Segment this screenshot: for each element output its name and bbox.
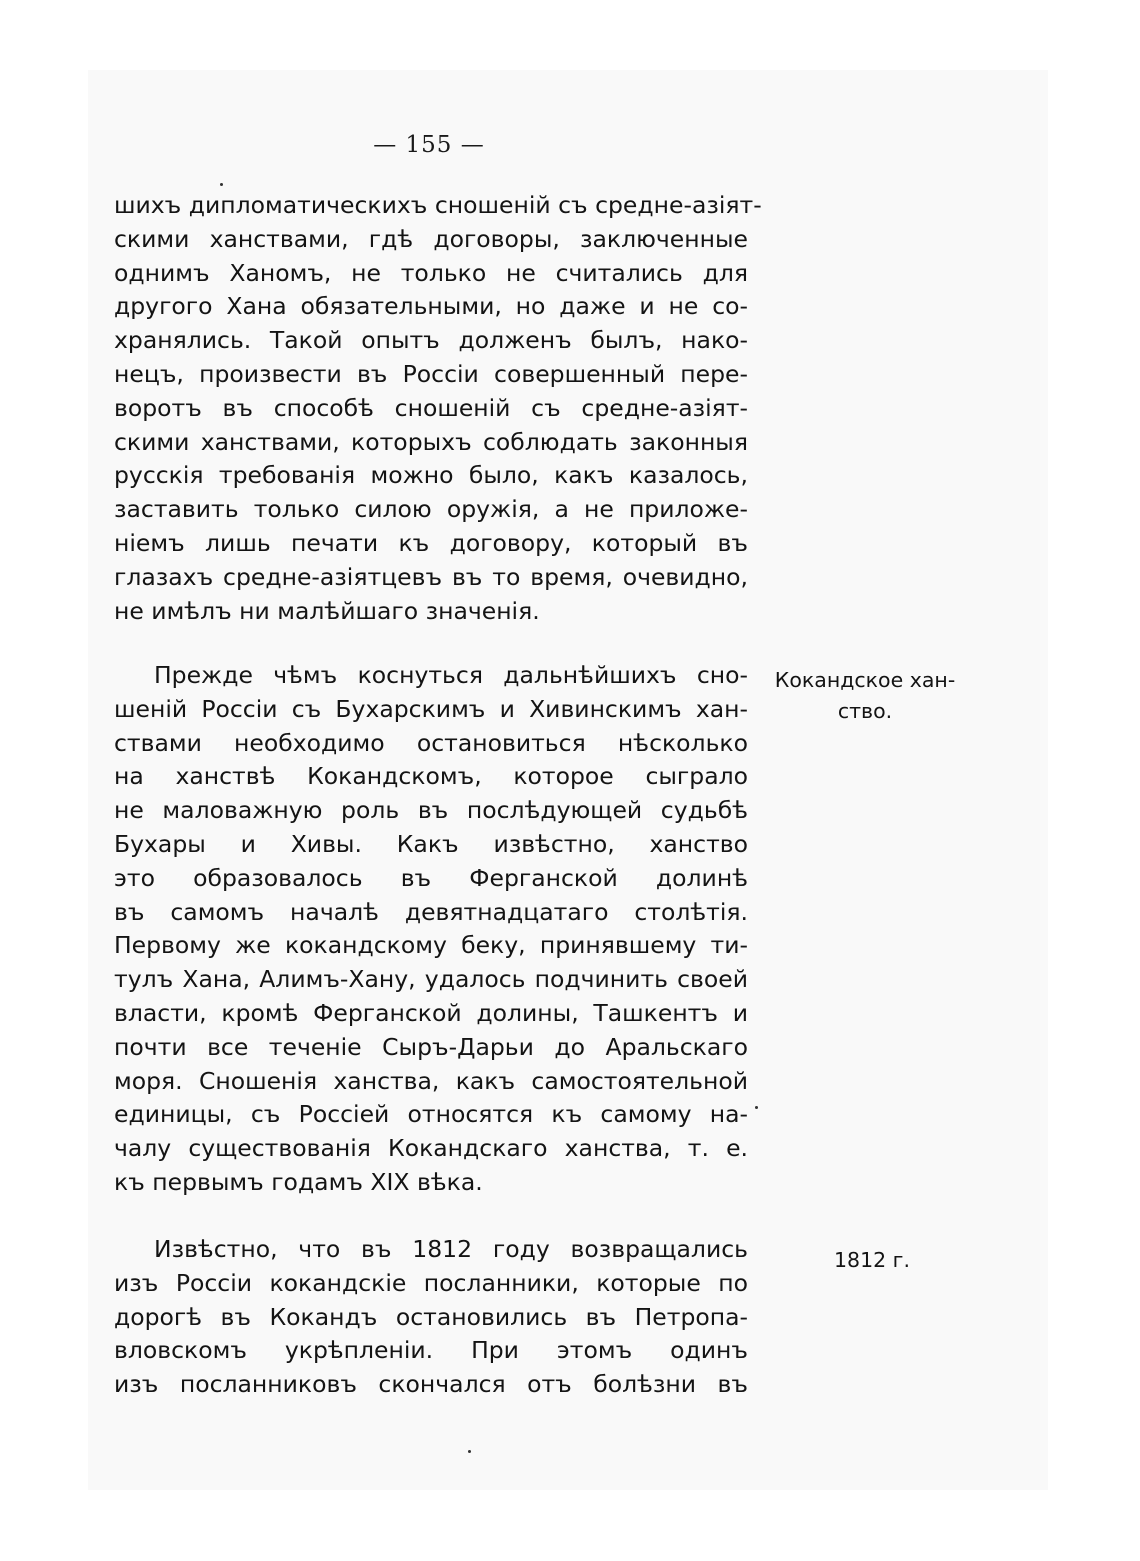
text-line: ствами необходимо остановиться нѣсколько [114,728,748,757]
page-number: — 155 — [373,132,485,158]
text-line: другого Хана обязательными, но даже и не со- [114,292,748,321]
text-line: воротъ въ способѣ сношеній съ средне-азіят- [114,393,748,422]
text-line: заставить только силою оружія, а не приложе- [114,495,748,524]
text-line: русскія требованія можно было, какъ казалось, [114,461,748,490]
text-line: однимъ Ханомъ, не только не считались для [114,258,748,287]
text-line: скими ханствами, которыхъ соблюдать законныя [114,427,748,456]
text-line: хранялись. Такой опытъ долженъ былъ, нако- [114,326,748,355]
text-line: дорогѣ въ Кокандъ остановились въ Петропа- [114,1302,748,1331]
text-line: глазахъ средне-азіятцевъ въ то время, очевидно, [114,562,748,591]
margin-note-1812 [812,1245,932,1276]
text-line: Первому же кокандскому беку, принявшему ти- [114,931,748,960]
text-line: къ первымъ годамъ XIX вѣка. [114,1167,483,1196]
text-line: почти все теченіе Сыръ-Дарьи до Аральскаго [114,1032,748,1061]
paragraph-2 [114,659,748,1200]
text-line: Извѣстно, что въ 1812 году возвращались [154,1235,748,1263]
text-line: изъ Россіи кокандскіе посланники, которые по [114,1268,748,1297]
text-line: на ханствѣ Кокандскомъ, которое сыграло [114,762,748,791]
text-line: единицы, съ Россіей относятся къ самому на- [114,1100,748,1129]
text-line: это образовалось въ Ферганской долинѣ [114,863,748,892]
text-line: изъ посланниковъ скончался отъ болѣзни въ [114,1370,748,1399]
text-line: нецъ, произвести въ Россіи совершенный пере- [114,359,748,388]
margin-note-line: 1812 г. [834,1248,910,1272]
print-speck [755,1106,758,1109]
text-line: не имѣлъ ни малѣйшаго значенія. [114,596,540,625]
text-line: Прежде чѣмъ коснуться дальнѣйшихъ сно- [154,661,748,689]
text-line: тулъ Хана, Алимъ-Хану, удалось подчинить своей [114,965,748,994]
margin-note-kokand [770,665,960,727]
print-speck [468,1450,471,1453]
paragraph-3 [114,1233,748,1402]
text-line: ніемъ лишь печати къ договору, который въ [114,528,748,557]
text-line: въ самомъ началѣ девятнадцатаго столѣтія. [114,897,748,926]
text-line: не маловажную роль въ послѣдующей судьбѣ [114,796,748,825]
text-line: Бухары и Хивы. Какъ извѣстно, ханство [114,829,748,858]
print-speck [220,183,223,186]
text-line: скими ханствами, гдѣ договоры, заключенные [114,224,748,253]
text-line: вловскомъ укрѣпленіи. При этомъ одинъ [114,1336,748,1365]
text-line: шихъ дипломатическихъ сношеній съ средне-азіят- [114,191,762,219]
text-line: власти, кромѣ Ферганской долины, Ташкентъ и [114,998,748,1027]
text-line: чалу существованія Кокандскаго ханства, т. е. [114,1134,748,1163]
paragraph-1 [114,189,762,628]
text-line: шеній Россіи съ Бухарскимъ и Хивинскимъ хан- [114,694,748,723]
text-line: моря. Сношенія ханства, какъ самостоятельной [114,1066,748,1095]
margin-note-line: ство. [837,699,893,723]
margin-note-line: Кокандское хан- [774,668,956,692]
